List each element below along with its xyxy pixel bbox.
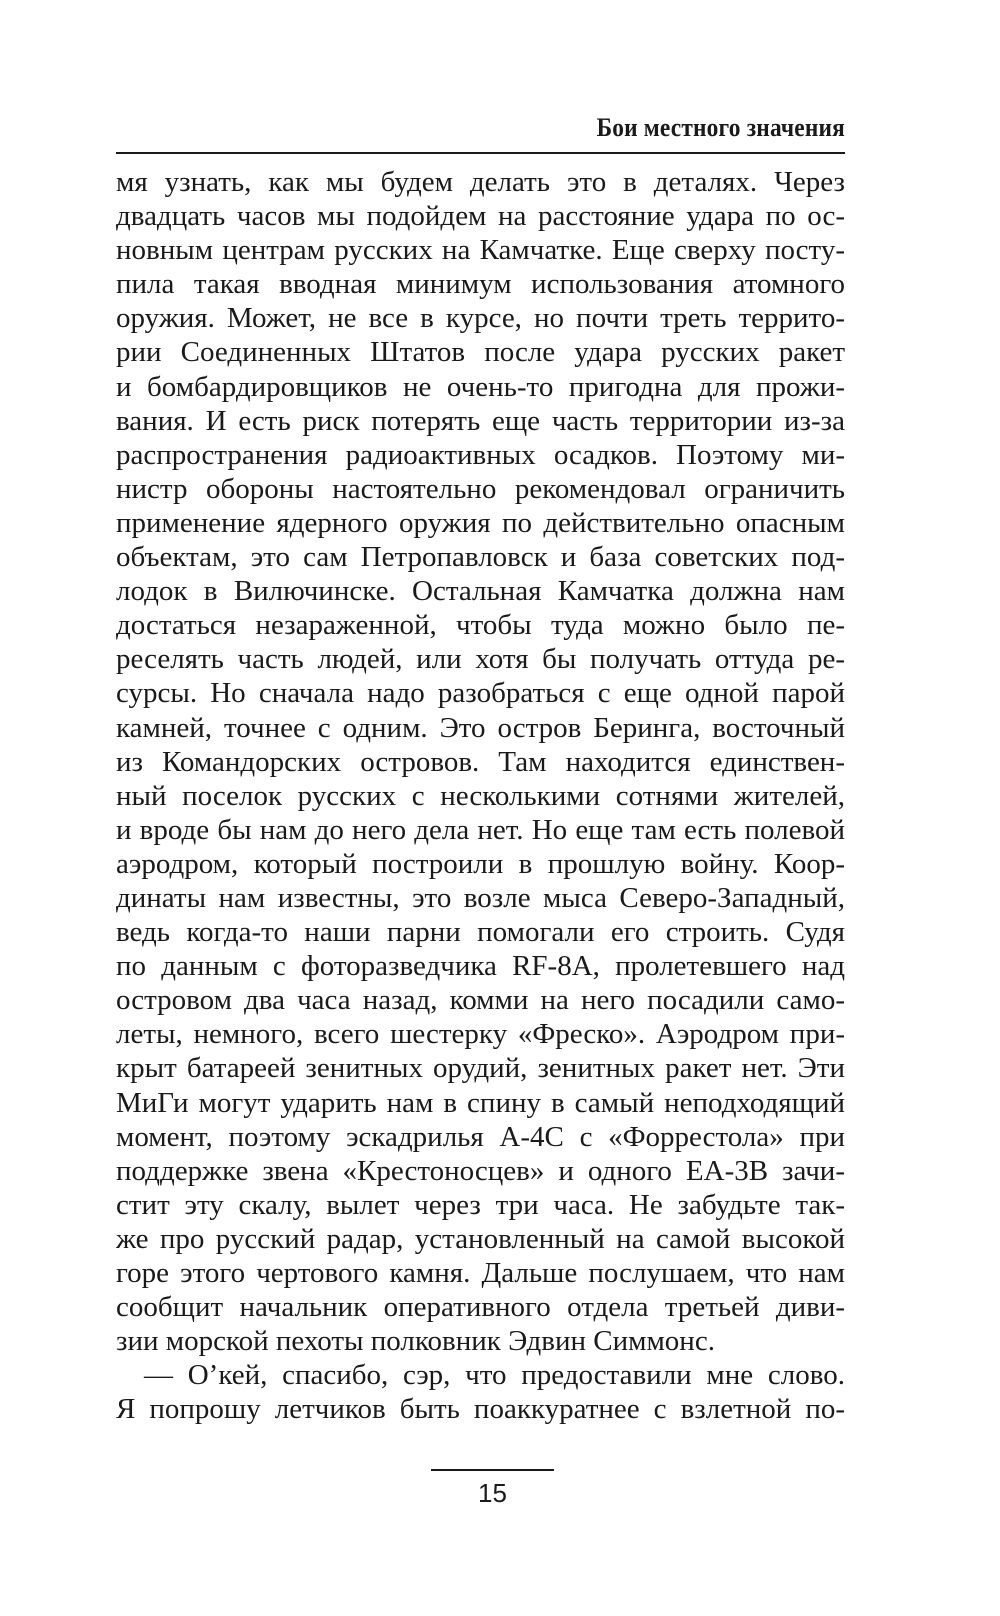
text-line: леты, немного, всего шестерку «Фреско». Аэродром при- [116,1018,845,1051]
text-line: достаться незараженной, чтобы туда можно было пе- [116,609,845,642]
text-line: крыт батареей зенитных орудий, зенитных ракет нет. Эти [116,1052,845,1085]
text-line: — О’кей, спасибо, сэр, что предоставили мне слово. [144,1359,845,1392]
text-line: Я попрошу летчиков быть поаккуратнее с взлетной по- [116,1393,845,1426]
text-line: зии морской пехоты полковник Эдвин Симмонс. [116,1325,715,1358]
text-line: из Командорских островов. Там находится единствен- [116,745,845,778]
text-line: горе этого чертового камня. Дальше послушаем, что нам [116,1257,845,1289]
text-line: сурсы. Но сначала надо разобраться с еще одной парой [116,677,845,710]
text-line: же про русский радар, установленный на самой высокой [116,1222,845,1255]
text-line: объектам, это сам Петропавловск и база советских под- [116,541,845,574]
text-line: оружия. Может, не все в курсе, но почти треть террито- [116,302,845,335]
text-line: мя узнать, как мы будем делать это в деталях. Через [116,166,845,198]
text-line: и бомбардировщиков не очень-то пригодна для прожи- [116,370,845,403]
text-line: ный поселок русских с несколькими сотнями жителей, [116,779,845,812]
text-line: вания. И есть риск потерять еще часть территории из-за [116,404,845,437]
text-line: МиГи могут ударить нам в спину в самый неподходящий [116,1086,845,1119]
text-line: нистр обороны настоятельно рекомендовал ограничить [116,472,845,505]
text-line: момент, поэтому эскадрилья A-4C с «Форрестола» при [116,1120,845,1153]
text-line: динаты нам известны, это возле мыса Северо-Западный, [116,881,845,914]
text-line: и вроде бы нам до него дела нет. Но еще там есть полевой [116,813,845,846]
page-number: 15 [478,1478,507,1508]
text-line: аэродром, который построили в прошлую войну. Коор- [116,847,845,880]
text-line: поддержке звена «Крестоносцев» и одного EA-3B зачи- [116,1154,845,1187]
text-line: сообщит начальник оперативного отдела третьей диви- [116,1291,845,1324]
text-line: островом два часа назад, комми на него посадили само- [116,984,845,1017]
text-line: стит эту скалу, вылет через три часа. Не забудьте так- [116,1188,845,1221]
header-rule [116,152,845,154]
text-line: по данным с фоторазведчика RF-8A, пролетевшего над [116,950,845,983]
body-text [116,165,845,1426]
text-line: камней, точнее с одним. Это остров Беринга, восточный [116,711,845,744]
running-head: Бои местного значения [596,113,845,142]
text-line: новным центрам русских на Камчатке. Еще сверху посту- [116,234,845,267]
folio-rule [431,1469,554,1471]
text-line: рии Соединенных Штатов после удара русских ракет [116,336,845,369]
text-line: пила такая вводная минимум использования атомного [116,268,845,301]
text-line: распространения радиоактивных осадков. Поэтому ми- [116,438,845,471]
text-line: применение ядерного оружия по действительно опасным [116,506,845,539]
text-line: лодок в Вилючинске. Остальная Камчатка должна нам [116,575,845,608]
text-line: двадцать часов мы подойдем на расстояние удара по ос- [116,200,845,233]
text-line: ведь когда-то наши парни помогали его строить. Судя [116,916,845,949]
text-line: реселять часть людей, или хотя бы получать оттуда ре- [116,643,845,676]
